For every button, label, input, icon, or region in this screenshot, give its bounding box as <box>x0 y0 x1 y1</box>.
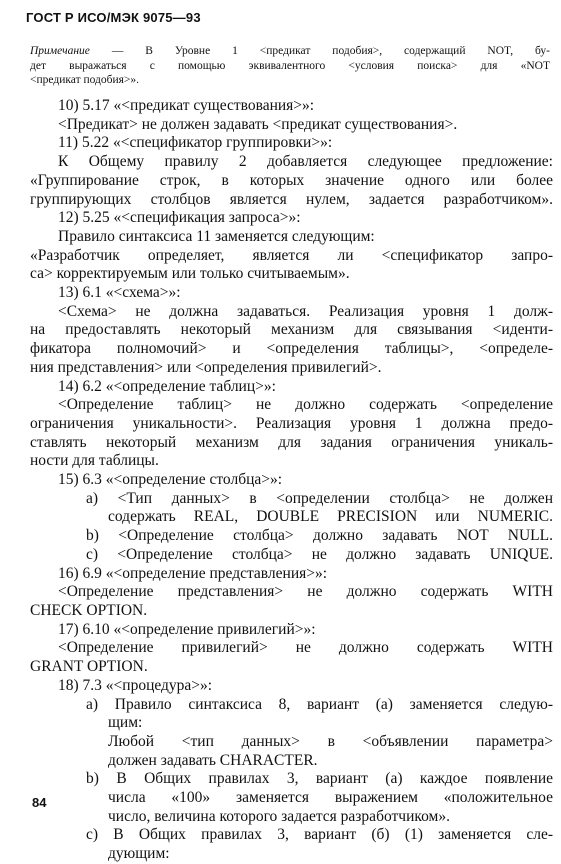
text-line: са> корректируемым или только считываемым». <box>30 265 350 283</box>
note-line: дет выражаться с помощью эквивалентного <условия поиска> для «NOT <box>30 59 550 72</box>
text-line: <Предикат> не должен задавать <предикат существования>. <box>58 115 458 133</box>
text-line: «Группирование строк, в которых значение одного или более <box>30 171 553 189</box>
sub-item-continuation: Любой <тип данных> в <объявлении параметра> <box>108 732 553 750</box>
text-line: <Определение таблиц> не должно содержать <определение <box>58 396 553 414</box>
sub-item-continuation: числа «100» заменяется выражением «положительное <box>108 789 553 807</box>
item-heading: 15) 6.3 «<определение столбца>»: <box>58 471 283 489</box>
sub-item-continuation: содержать REAL, DOUBLE PRECISION или NUMERIC. <box>108 508 553 526</box>
sub-item-continuation: число, величина которого задается разработчиком». <box>108 807 450 825</box>
item-heading: 11) 5.22 «<спецификатор группировки>»: <box>58 134 333 152</box>
running-header: ГОСТ Р ИСО/МЭК 9075—93 <box>26 10 201 25</box>
text-line: CHECK OPTION. <box>30 601 148 619</box>
page-number: 84 <box>32 795 47 810</box>
text-line: К Общему правилу 2 добавляется следующее предложение: <box>58 153 553 171</box>
text-line: «Разработчик определяет, является ли <спецификатор запро- <box>30 246 553 264</box>
text-line: <Определение привилегий> не должно содержать WITH <box>58 639 553 657</box>
body-text <box>30 97 553 864</box>
item-heading: 12) 5.25 «<спецификация запроса>»: <box>58 209 301 227</box>
sub-item: c) В Общих правилах 3, вариант (б) (1) заменяется сле- <box>86 826 553 844</box>
text-line: <Схема> не должна задаваться. Реализация уровня 1 долж- <box>58 302 553 320</box>
item-heading: 16) 6.9 «<определение представления>»: <box>58 564 328 582</box>
note-label: Примечание <box>30 45 90 57</box>
text-line: GRANT OPTION. <box>30 658 148 676</box>
text-line: ограничения уникальности>. Реализация уровня 1 должна предо- <box>30 414 553 432</box>
item-heading: 13) 6.1 «<схема>»: <box>58 284 181 302</box>
sub-item: a) Правило синтаксиса 8, вариант (a) заменяется следую- <box>86 695 553 713</box>
sub-item-continuation: щим: <box>108 714 143 732</box>
sub-item: b) <Определение столбца> должно задавать NOT NULL. <box>86 527 553 545</box>
note-line: <предикат подобия>». <box>30 74 140 86</box>
text-line: группирующих столбцов является нулем, задается разработчиком». <box>30 190 553 208</box>
text-line: фикатора полномочий> и <определения таблицы>, <определе- <box>30 340 553 358</box>
sub-item-continuation: дующим: <box>108 845 170 863</box>
text-line: ставлять некоторый механизм для задания ограничения уникаль- <box>30 433 553 451</box>
sub-item-continuation: должен задавать CHARACTER. <box>108 751 318 769</box>
text-line: Правило синтаксиса 11 заменяется следующим: <box>58 227 375 245</box>
text-line: на предоставлять некоторый механизм для связывания <иденти- <box>30 321 553 339</box>
item-heading: 10) 5.17 «<предикат существования>»: <box>58 97 315 114</box>
note-block <box>30 44 550 88</box>
text-line: ния представления> или <определения привилегий>. <box>30 358 382 376</box>
sub-item: b) В Общих правилах 3, вариант (a) каждое появление <box>86 770 553 788</box>
item-heading: 18) 7.3 «<процедура>»: <box>58 676 213 694</box>
sub-item: c) <Определение столбца> не должно задавать UNIQUE. <box>86 545 553 563</box>
text-line: ности для таблицы. <box>30 452 159 470</box>
note-line: Примечание — В Уровне 1 <предикат подобия>, содержащий NOT, бу- <box>30 45 550 57</box>
item-heading: 17) 6.10 «<определение привилегий>»: <box>58 620 316 638</box>
text-line: <Определение представления> не должно содержать WITH <box>58 583 553 601</box>
sub-item: a) <Тип данных> в <определении столбца> не должен <box>86 489 553 507</box>
item-heading: 14) 6.2 «<определение таблиц>»: <box>58 377 276 395</box>
